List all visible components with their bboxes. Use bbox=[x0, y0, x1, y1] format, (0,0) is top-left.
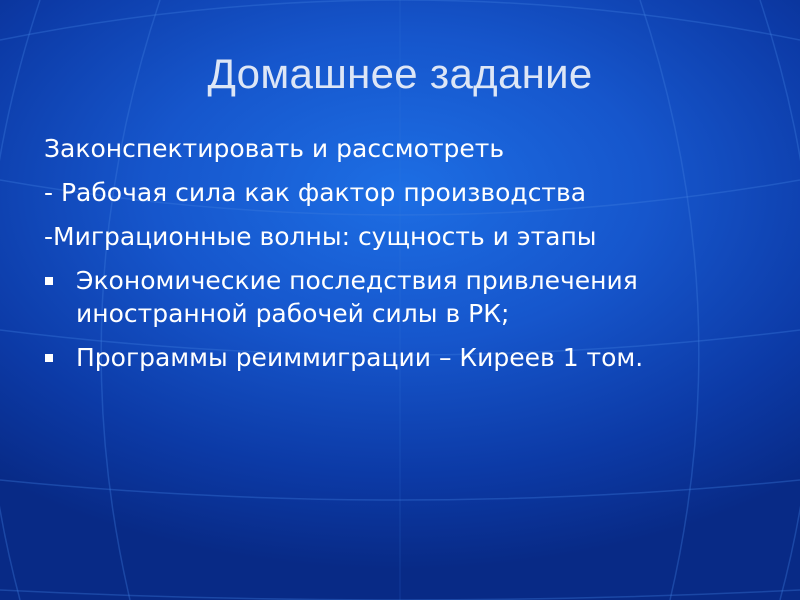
body-line-labor-force: - Рабочая сила как фактор производства bbox=[44, 178, 587, 207]
bullet-item-economic-consequences bbox=[44, 264, 764, 330]
bullet-text: Программы реиммиграции – Киреев 1 том. bbox=[76, 343, 644, 372]
slide-title: Домашнее задание bbox=[207, 50, 593, 97]
slide-body bbox=[44, 132, 764, 385]
square-bullet-icon bbox=[45, 354, 53, 362]
bullet-text: Экономические последствия привлечения иностранной рабочей силы в РК; bbox=[76, 266, 638, 328]
square-bullet-icon bbox=[45, 277, 53, 285]
body-line-summarize: Законспектировать и рассмотреть bbox=[44, 134, 505, 163]
bullet-item-reimmigration-programs bbox=[44, 341, 764, 374]
body-line-migration-waves: -Миграционные волны: сущность и этапы bbox=[44, 222, 597, 251]
